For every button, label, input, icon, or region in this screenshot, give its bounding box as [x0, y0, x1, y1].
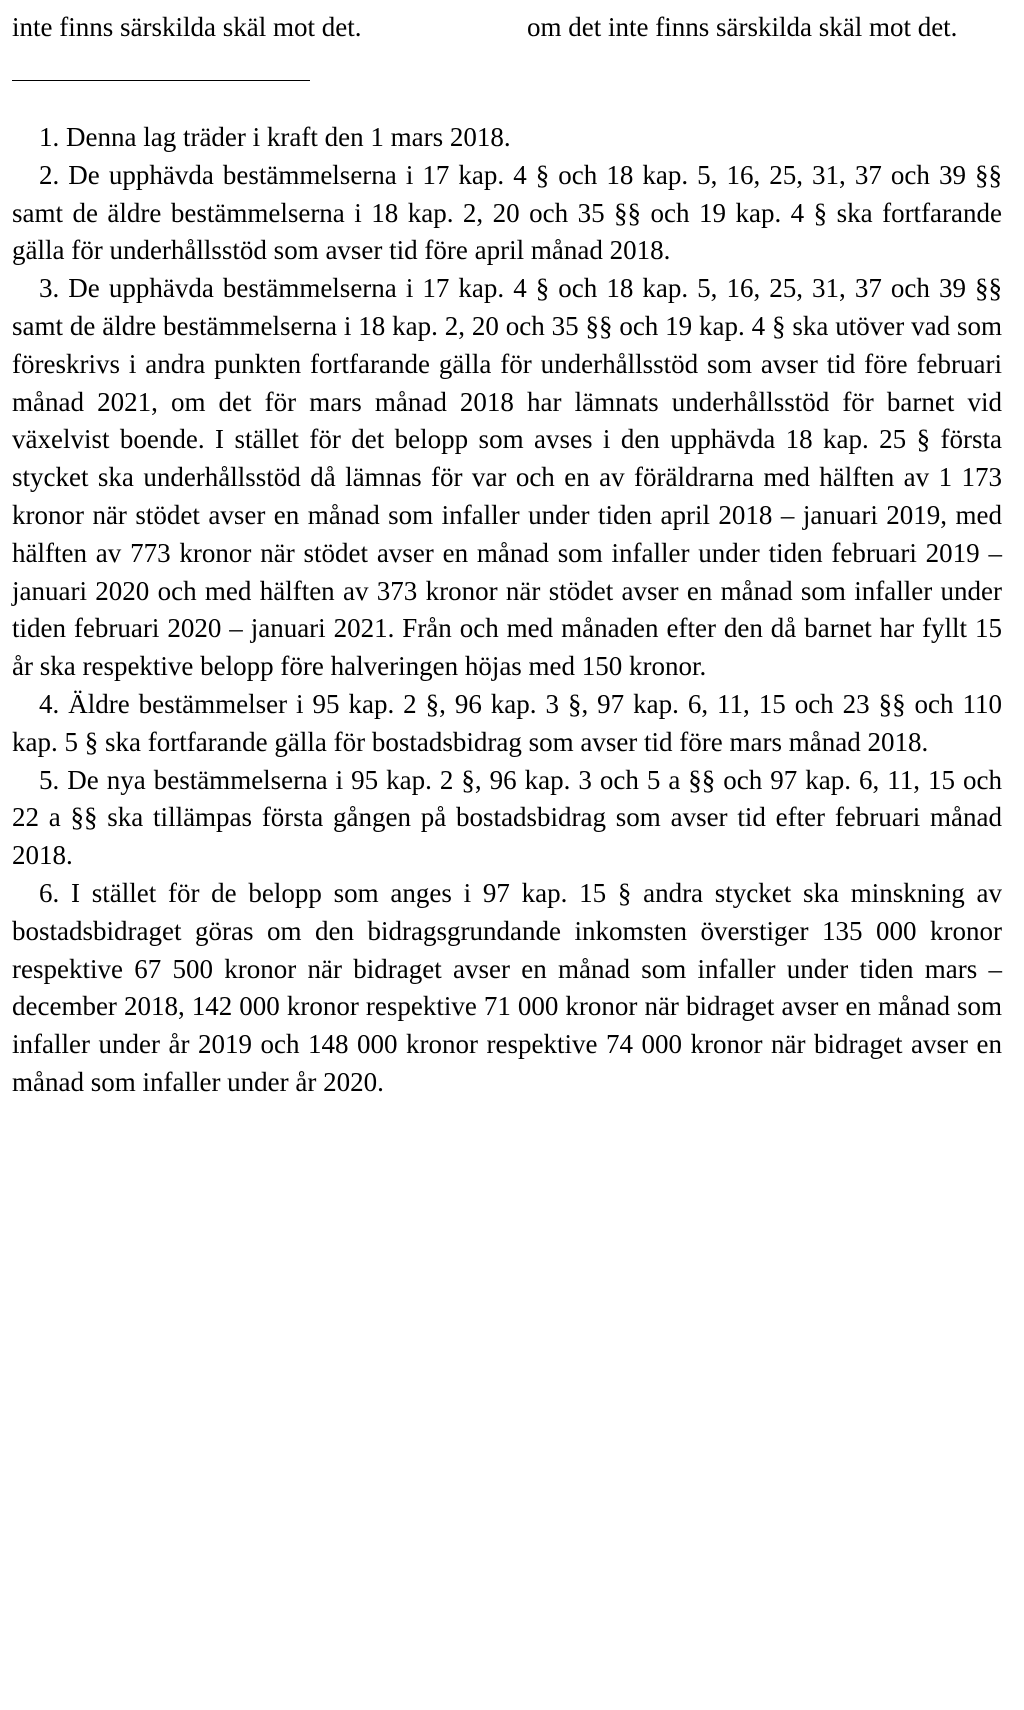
provision-5: 5. De nya bestämmelserna i 95 kap. 2 §, 96 kap. 3 och 5 a §§ och 97 kap. 6, 11, 15 och 22 a §§ ska tillämpas första gången på bostadsbidrag som avser tid efter februari månad 2018. [12, 764, 1002, 871]
proposed-wording-text: om det inte finns särskilda skäl mot det. [527, 12, 958, 42]
current-wording-text: inte finns särskilda skäl mot det. [12, 12, 362, 42]
comparison-columns [12, 8, 1002, 46]
provision-2: 2. De upphävda bestämmelserna i 17 kap. 4 § och 18 kap. 5, 16, 25, 31, 37 och 39 §§ samt de äldre bestämmelserna i 18 kap. 2, 20 och 35 §§ och 19 kap. 4 § ska fortfarande gälla för underhållsstöd som avser tid före april månad 2018. [12, 159, 1002, 266]
provision-4: 4. Äldre bestämmelser i 95 kap. 2 §, 96 kap. 3 §, 97 kap. 6, 11, 15 och 23 §§ och 110 kap. 5 § ska fortfarande gälla för bostadsbidrag som avser tid före mars månad 2018. [12, 688, 1002, 757]
divider-rule [12, 80, 310, 81]
provision-6: 6. I stället för de belopp som anges i 97 kap. 15 § andra stycket ska minskning av bostadsbidraget göras om den bidragsgrundande inkomsten överstiger 135 000 kronor respektive 67 500 kronor när bidraget avser en månad som infaller under tiden mars – december 2018, 142 000 kronor respektive 71 000 kronor när bidraget avser en månad som infaller under år 2019 och 148 000 kronor respektive 74 000 kronor när bidraget avser en månad som infaller under år 2020. [12, 877, 1002, 1097]
provision-3: 3. De upphävda bestämmelserna i 17 kap. 4 § och 18 kap. 5, 16, 25, 31, 37 och 39 §§ samt de äldre bestämmelserna i 18 kap. 2, 20 och 35 §§ och 19 kap. 4 § ska utöver vad som föreskrivs i andra punkten fortfarande gälla för underhållsstöd som avser tid före februari månad 2021, om det för mars månad 2018 har lämnats underhållsstöd för barnet vid växelvist boende. I stället för det belopp som avses i den upphävda 18 kap. 25 § första stycket ska underhållsstöd då lämnas för var och en av föräldrarna med hälften av 1 173 kronor när stödet avser en månad som infaller under tiden april 2018 – januari 2019, med hälften av 773 kronor när stödet avser en månad som infaller under tiden februari 2019 – januari 2020 och med hälften av 373 kronor när stödet avser en månad som infaller under tiden februari 2020 – januari 2021. Från och med månaden efter den då barnet har fyllt 15 år ska respektive belopp före halveringen höjas med 150 kronor. [12, 273, 1002, 682]
document-page [12, 0, 1002, 1102]
transitional-provisions [12, 119, 1002, 1102]
provision-1: 1. Denna lag träder i kraft den 1 mars 2018. [39, 122, 511, 152]
